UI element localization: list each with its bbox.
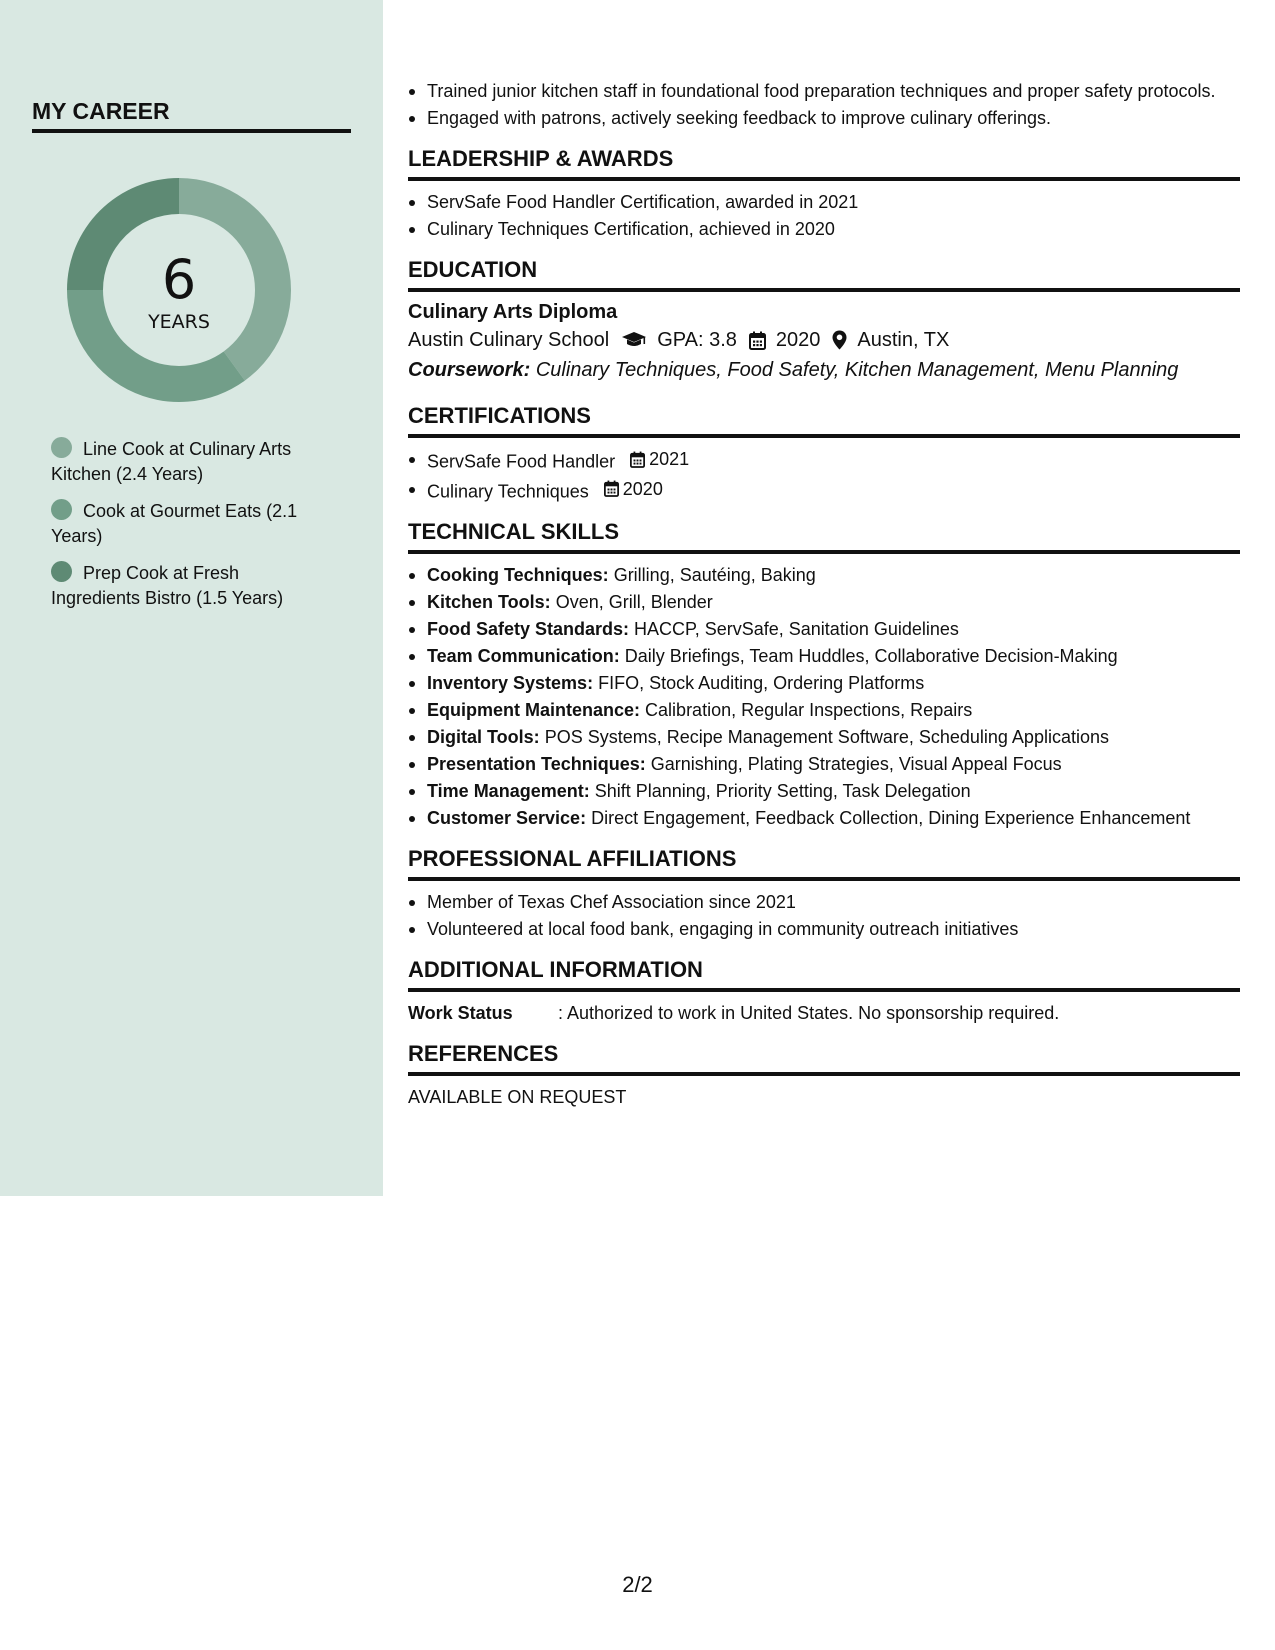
skills-heading: TECHNICAL SKILLS bbox=[408, 519, 1240, 554]
skill-value: Calibration, Regular Inspections, Repairs bbox=[645, 700, 973, 720]
skill-label: Food Safety Standards: bbox=[427, 619, 630, 639]
skill-label: Digital Tools: bbox=[427, 727, 540, 747]
skill-label: Team Communication: bbox=[427, 646, 620, 666]
skill-label: Time Management: bbox=[427, 781, 590, 801]
skill-item bbox=[408, 725, 1240, 749]
certification-item bbox=[408, 447, 1240, 474]
certification-item bbox=[408, 477, 1240, 504]
graduation-cap-icon bbox=[621, 331, 647, 349]
work-status-value: : Authorized to work in United States. No sponsorship required. bbox=[558, 1003, 1060, 1023]
certification-year: 2020 bbox=[622, 478, 663, 499]
resume-main-column bbox=[408, 79, 1240, 1109]
career-donut-chart bbox=[66, 177, 292, 403]
career-legend-item bbox=[51, 437, 321, 487]
legend-dot-icon bbox=[51, 561, 72, 582]
experience-bullet: Engaged with patrons, actively seeking feedback to improve culinary offerings. bbox=[408, 106, 1240, 130]
career-title: MY CAREER bbox=[32, 98, 170, 124]
certification-date bbox=[604, 477, 663, 501]
experience-bullet: Trained junior kitchen staff in foundational food preparation techniques and proper safety protocols. bbox=[408, 79, 1240, 103]
leadership-heading: LEADERSHIP & AWARDS bbox=[408, 146, 1240, 181]
career-legend bbox=[51, 437, 321, 623]
skill-item bbox=[408, 752, 1240, 776]
education-degree: Culinary Arts Diploma bbox=[408, 301, 618, 323]
education-coursework bbox=[408, 355, 1240, 385]
skill-item bbox=[408, 590, 1240, 614]
career-years-number: 6 bbox=[161, 248, 197, 311]
affiliations-heading: PROFESSIONAL AFFILIATIONS bbox=[408, 846, 1240, 881]
skills-list bbox=[408, 563, 1240, 830]
career-title-rule bbox=[32, 129, 351, 133]
skill-item bbox=[408, 698, 1240, 722]
skill-label: Inventory Systems: bbox=[427, 673, 594, 693]
coursework-value: Culinary Techniques, Food Safety, Kitchen Management, Menu Planning bbox=[535, 359, 1179, 381]
skill-value: Shift Planning, Priority Setting, Task Delegation bbox=[594, 781, 971, 801]
certifications-heading: CERTIFICATIONS bbox=[408, 403, 1240, 438]
skill-item bbox=[408, 671, 1240, 695]
certifications-list bbox=[408, 447, 1240, 503]
map-pin-icon bbox=[832, 330, 847, 350]
skill-label: Presentation Techniques: bbox=[427, 754, 646, 774]
career-legend-label: Prep Cook at Fresh Ingredients Bistro (1.5 Years) bbox=[51, 563, 284, 608]
education-school: Austin Culinary School bbox=[408, 329, 610, 351]
legend-dot-icon bbox=[51, 499, 72, 520]
calendar-icon bbox=[604, 480, 619, 497]
career-legend-label: Cook at Gourmet Eats (2.1 Years) bbox=[51, 501, 298, 546]
work-status-row bbox=[408, 1001, 1240, 1025]
references-text: AVAILABLE ON REQUEST bbox=[408, 1087, 627, 1107]
references-heading: REFERENCES bbox=[408, 1041, 1240, 1076]
calendar-icon bbox=[749, 331, 766, 350]
skill-label: Kitchen Tools: bbox=[427, 592, 551, 612]
page-number: 2/2 bbox=[622, 1572, 653, 1597]
career-legend-item bbox=[51, 499, 321, 549]
skill-value: Garnishing, Plating Strategies, Visual Appeal Focus bbox=[650, 754, 1062, 774]
certification-name: Culinary Techniques bbox=[427, 481, 589, 501]
career-sidebar bbox=[0, 0, 383, 1196]
skill-value: POS Systems, Recipe Management Software, Scheduling Applications bbox=[544, 727, 1109, 747]
skill-item bbox=[408, 806, 1240, 830]
education-year: 2020 bbox=[775, 329, 821, 351]
leadership-item: Culinary Techniques Certification, achieved in 2020 bbox=[408, 217, 1240, 241]
certification-name: ServSafe Food Handler bbox=[427, 451, 616, 472]
education-details bbox=[408, 325, 1240, 355]
additional-info-heading: ADDITIONAL INFORMATION bbox=[408, 957, 1240, 992]
leadership-item: ServSafe Food Handler Certification, awarded in 2021 bbox=[408, 190, 1240, 214]
skill-value: HACCP, ServSafe, Sanitation Guidelines bbox=[634, 619, 959, 639]
skill-value: Daily Briefings, Team Huddles, Collaborative Decision-Making bbox=[624, 646, 1118, 666]
skill-value: Direct Engagement, Feedback Collection, Dining Experience Enhancement bbox=[591, 808, 1191, 828]
leadership-list bbox=[408, 190, 1240, 241]
skill-value: Oven, Grill, Blender bbox=[555, 592, 713, 612]
skill-label: Customer Service: bbox=[427, 808, 587, 828]
certification-date bbox=[630, 447, 689, 471]
skill-item bbox=[408, 779, 1240, 803]
skill-item bbox=[408, 644, 1240, 668]
career-years-unit: YEARS bbox=[148, 311, 210, 333]
skill-value: Grilling, Sautéing, Baking bbox=[613, 565, 816, 585]
education-gpa: GPA: 3.8 bbox=[657, 329, 737, 351]
experience-bullets bbox=[408, 79, 1240, 130]
skill-label: Cooking Techniques: bbox=[427, 565, 609, 585]
skill-item bbox=[408, 563, 1240, 587]
career-legend-label: Line Cook at Culinary Arts Kitchen (2.4 Years) bbox=[51, 439, 292, 484]
skill-item bbox=[408, 617, 1240, 641]
skill-value: FIFO, Stock Auditing, Ordering Platforms bbox=[598, 673, 925, 693]
affiliation-item: Volunteered at local food bank, engaging in community outreach initiatives bbox=[408, 917, 1240, 941]
affiliations-list bbox=[408, 890, 1240, 941]
certification-year: 2021 bbox=[649, 449, 690, 469]
legend-dot-icon bbox=[51, 437, 72, 458]
career-legend-item bbox=[51, 561, 321, 611]
affiliation-item: Member of Texas Chef Association since 2021 bbox=[408, 890, 1240, 914]
skill-label: Equipment Maintenance: bbox=[427, 700, 641, 720]
work-status-label: Work Status bbox=[408, 1003, 513, 1023]
education-heading: EDUCATION bbox=[408, 257, 1240, 292]
calendar-icon bbox=[630, 451, 645, 468]
coursework-label: Coursework: bbox=[408, 359, 531, 381]
education-location: Austin, TX bbox=[857, 329, 950, 351]
